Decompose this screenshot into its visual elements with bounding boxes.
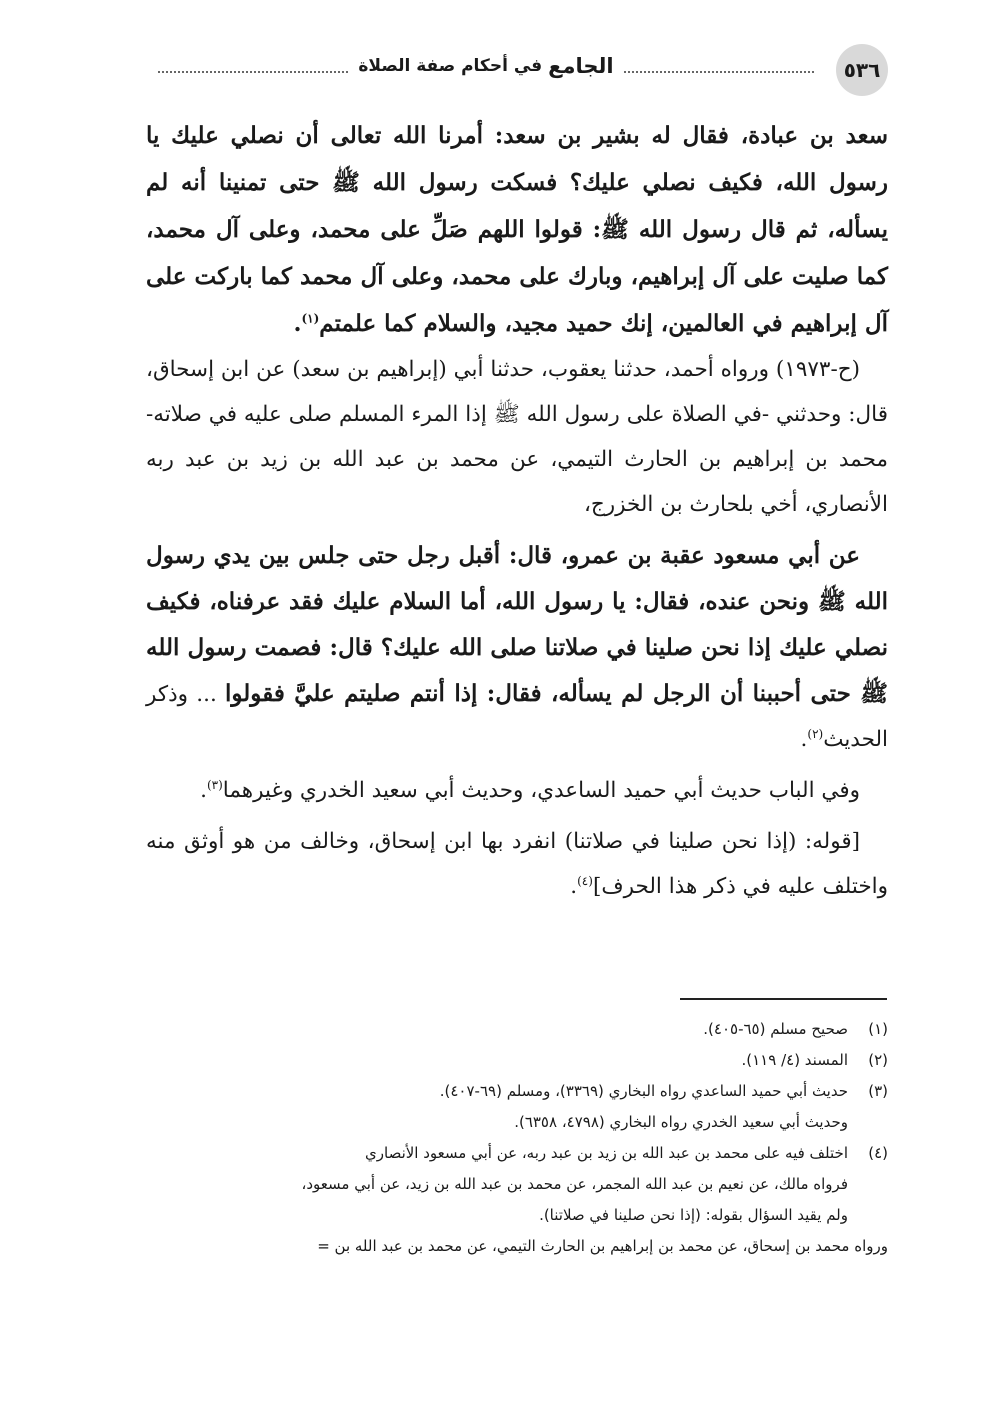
- footnote-ref-3[interactable]: (٣): [206, 777, 223, 792]
- footnote-4-continuation: [150, 1231, 888, 1262]
- footnote-text: اختلف فيه على محمد بن عبد الله بن زيد بن عبد ربه، عن أبي مسعود الأنصاري فرواه مالك، عن نعيم بن عبد الله المجمر، عن محمد بن عبد الله بن زيد، عن أبي مسعود، ولم يقيد السؤال بقوله: (إذا نحن صلينا في صلاتنا).: [301, 1144, 848, 1224]
- hadith-paragraph-1: سعد بن عبادة، فقال له بشير بن سعد: أمرنا الله تعالى أن نصلي عليك يا رسول الله، فكيف نصلي عليك؟ فسكت رسول الله ﷺ حتى تمنينا أنه لم يسأله، ثم قال رسول الله ﷺ: قولوا اللهم صَلِّ على محمد، وعلى آل محمد، كما صليت على آل إبراهيم، وبارك على محمد، وعلى آل محمد كما باركت على آل إبراهيم في العالمين، إنك حميد مجيد، والسلام كما علمتم$^{(١)}$.: [146, 122, 888, 337]
- book-title: الجامع: [548, 54, 614, 78]
- footnote-4: [150, 1138, 888, 1231]
- footnote-ref-2[interactable]: (٢): [807, 726, 824, 741]
- footnote-text: حديث أبي حميد الساعدي رواه البخاري (٣٣٦٩)، ومسلم (٦٩-٤٠٧). وحديث أبي سعيد الخدري رواه البخاري (٤٧٩٨، ٦٣٥٨).: [439, 1082, 848, 1131]
- page-header: [148, 44, 888, 100]
- dotted-leader-right: [624, 71, 814, 73]
- footnote-number: (١): [868, 1020, 888, 1038]
- footnote-text: صحيح مسلم (٦٥-٤٠٥).: [703, 1020, 848, 1038]
- footnote-ref-4[interactable]: (٤): [577, 873, 593, 888]
- commentary-paragraph: [قوله: (إذا نحن صلينا في صلاتنا) انفرد بها ابن إسحاق، وخالف من هو أوثق منه واختلف عليه في ذكر هذا الحرف]$^{(٤)}$.: [146, 829, 888, 899]
- page-number: ٥٣٦: [836, 44, 888, 96]
- footnote-number: (٢): [868, 1051, 888, 1069]
- isnad-paragraph: (ح-١٩٧٣) ورواه أحمد، حدثنا يعقوب، حدثنا أبي (إبراهيم بن سعد) عن ابن إسحاق، قال: وحدثني -في الصلاة على رسول الله ﷺ إذا المرء المسلم صلى عليه في صلاته- محمد بن إبراهيم بن الحارث التيمي، عن محمد بن عبد الله بن زيد بن عبد ربه الأنصاري، أخي بلحارث بن الخزرج،: [146, 357, 888, 517]
- footnote-1: [150, 1014, 888, 1045]
- chapter-note-paragraph: وفي الباب حديث أبي حميد الساعدي، وحديث أبي سعيد الخدري وغيرهما$^{(٣)}$.: [200, 777, 860, 803]
- footnotes: [150, 1014, 888, 1262]
- hadith-paragraph-2: عن أبي مسعود عقبة بن عمرو، قال: أقبل رجل حتى جلس بين يدي رسول الله ﷺ ونحن عنده، فقال: يا رسول الله، أما السلام عليك فقد عرفناه، فكيف نصلي عليك إذا نحن صلينا في صلاتنا صلى الله عليك؟ قال: فصمت رسول الله ﷺ حتى أحببنا أن الرجل لم يسأله، فقال: إذا أنتم صليتم عليَّ فقولوا ... وذكر الحديث$^{(٢)}$.: [146, 542, 888, 752]
- footnote-number: (٣): [868, 1082, 888, 1100]
- dotted-leader-left: [158, 71, 348, 73]
- footnote-divider: [680, 998, 887, 1000]
- main-text: [146, 112, 888, 909]
- running-title: [148, 54, 824, 78]
- footnote-2: [150, 1045, 888, 1076]
- footnote-number: (٤): [868, 1144, 888, 1162]
- footnote-text: ورواه محمد بن إسحاق، عن محمد بن إبراهيم بن الحارث التيمي، عن محمد بن عبد الله بن =: [317, 1237, 888, 1255]
- footnote-3: [150, 1076, 888, 1138]
- footnote-text: المسند (٤/ ١١٩).: [741, 1051, 848, 1069]
- book-subtitle: في أحكام صفة الصلاة: [358, 56, 543, 76]
- footnote-ref-1[interactable]: (١): [301, 311, 320, 326]
